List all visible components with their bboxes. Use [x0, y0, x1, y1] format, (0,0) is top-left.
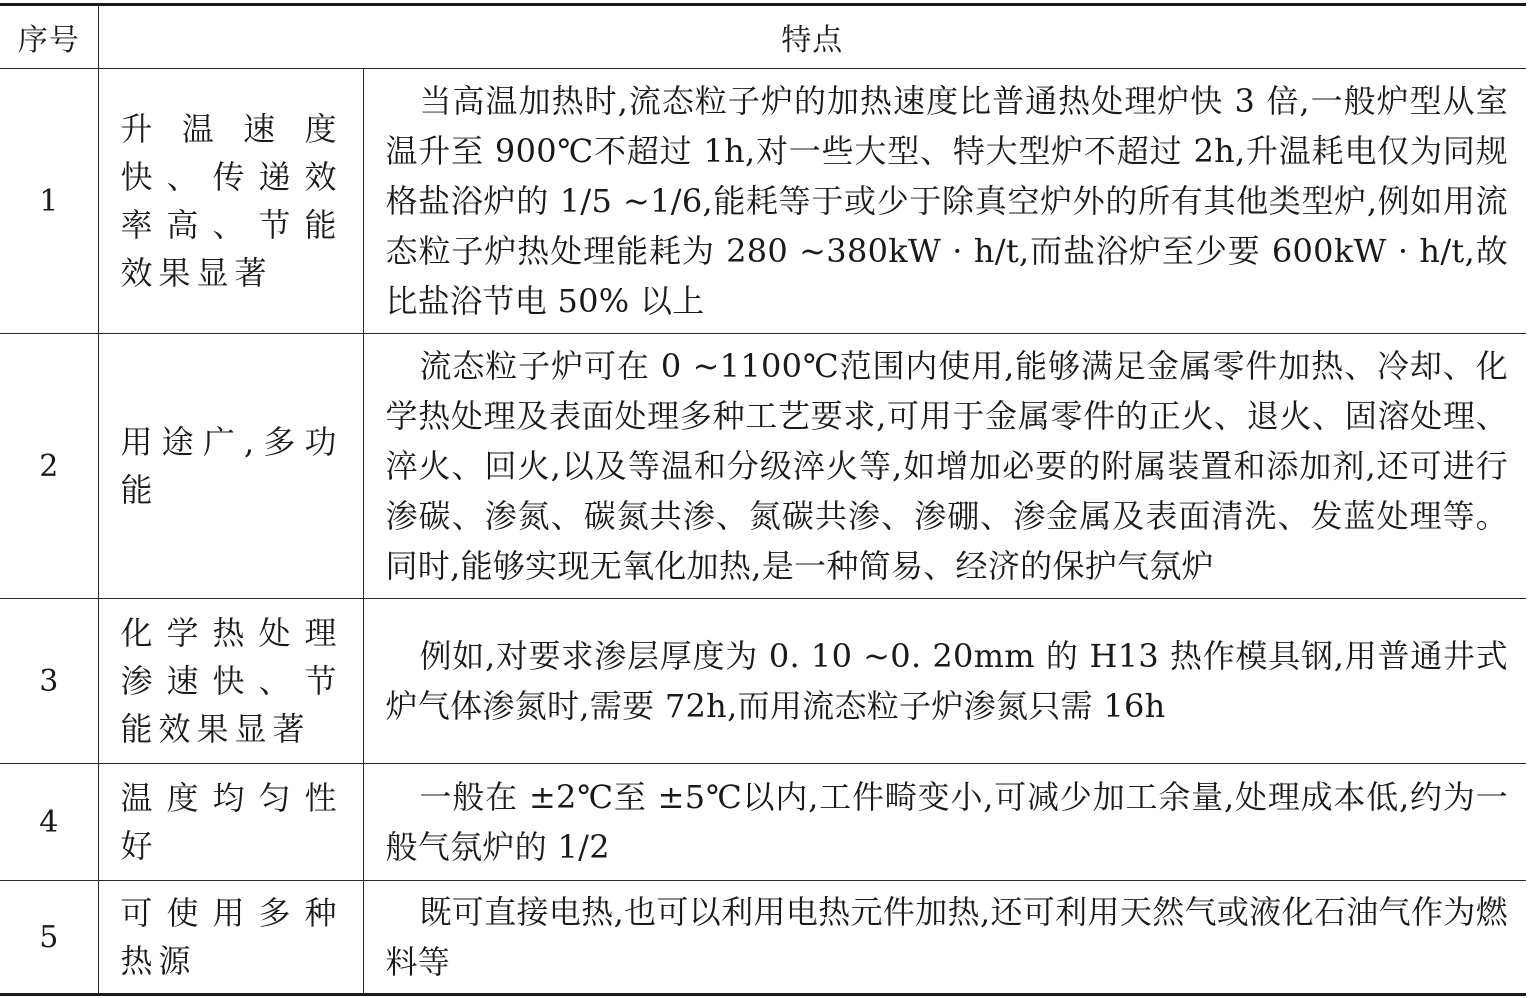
feature-description: 例如,对要求渗层厚度为 0. 10 ~0. 20mm 的 H13 热作模具钢,用普通井式炉气体渗氮时,需要 72h,而用流态粒子炉渗氮只需 16h: [363, 599, 1526, 764]
feature-name: 化学热处理渗速快、节能效果显著: [98, 599, 363, 764]
header-no: 序号: [0, 5, 98, 69]
feature-name: 可使用多种热源: [98, 881, 363, 995]
table-row: [0, 881, 1526, 995]
row-number: 3: [0, 599, 98, 764]
feature-name: 用途广,多功能: [98, 334, 363, 599]
row-number: 4: [0, 764, 98, 881]
feature-name: 温度均匀性好: [98, 764, 363, 881]
table-row: [0, 599, 1526, 764]
row-number: 5: [0, 881, 98, 995]
feature-description: 一般在 ±2℃至 ±5℃以内,工件畸变小,可减少加工余量,处理成本低,约为一般气氛炉的 1/2: [363, 764, 1526, 881]
row-number: 2: [0, 334, 98, 599]
feature-description: 流态粒子炉可在 0 ~1100℃范围内使用,能够满足金属零件加热、冷却、化学热处理及表面处理多种工艺要求,可用于金属零件的正火、退火、固溶处理、淬火、回火,以及等温和分级淬火等,如增加必要的附属装置和添加剂,还可进行渗碳、渗氮、碳氮共渗、氮碳共渗、渗硼、渗金属及表面清洗、发蓝处理等。同时,能够实现无氧化加热,是一种简易、经济的保护气氛炉: [363, 334, 1526, 599]
row-number: 1: [0, 69, 98, 334]
header-feature: 特点: [98, 5, 1526, 69]
table-header-row: [0, 5, 1526, 69]
table-row: [0, 764, 1526, 881]
feature-description: 既可直接电热,也可以利用电热元件加热,还可利用天然气或液化石油气作为燃料等: [363, 881, 1526, 995]
feature-description: 当高温加热时,流态粒子炉的加热速度比普通热处理炉快 3 倍,一般炉型从室温升至 900℃不超过 1h,对一些大型、特大型炉不超过 2h,升温耗电仅为同规格盐浴炉的 1/5 ~1/6,能耗等于或少于除真空炉外的所有其他类型炉,例如用流态粒子炉热处理能耗为 280 ~380kW · h/t,而盐浴炉至少要 600kW · h/t,故比盐浴节电 50% 以上: [363, 69, 1526, 334]
features-table: [0, 3, 1526, 996]
feature-name: 升温速度快、传递效率高、节能效果显著: [98, 69, 363, 334]
table-row: [0, 69, 1526, 334]
table-row: [0, 334, 1526, 599]
